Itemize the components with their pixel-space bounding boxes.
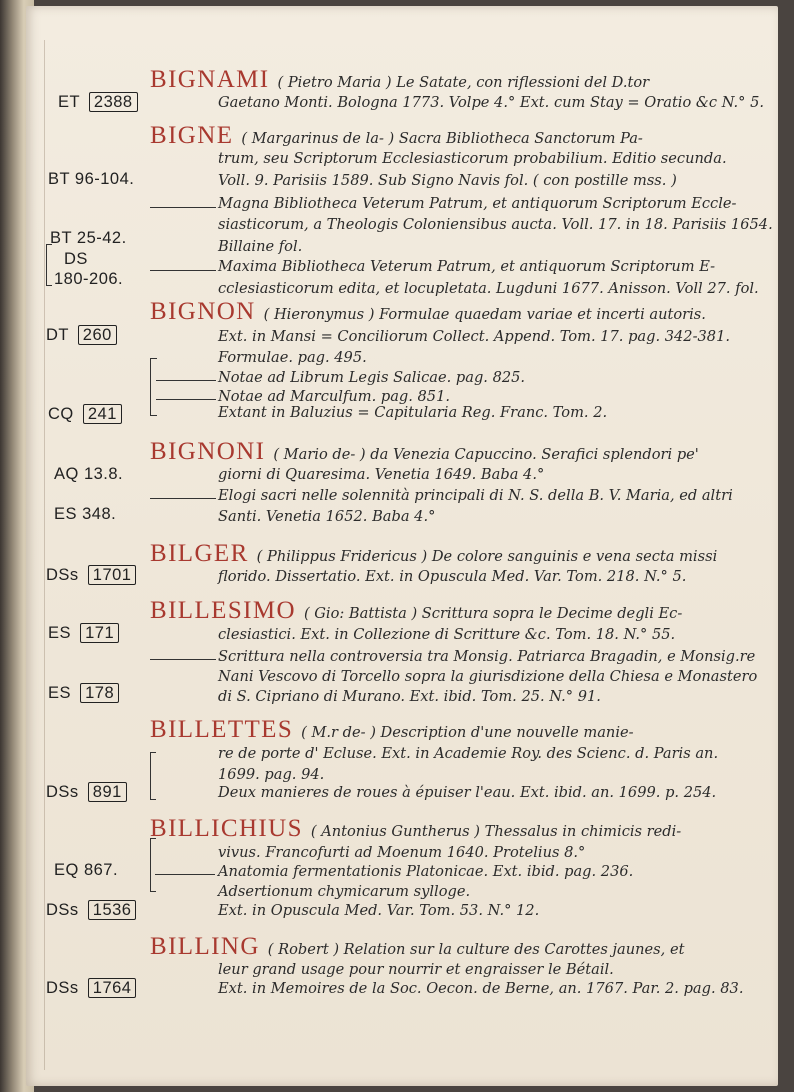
entry-name: BILLING [150, 933, 260, 960]
entry-name: BIGNONI [150, 438, 266, 465]
shelfmark: ES 178 [48, 684, 119, 703]
entry-line: Extant in Baluzius = Capitularia Reg. Franc. Tom. 2. [218, 404, 608, 421]
ditto-rule [155, 874, 215, 875]
entry-head-text: ( M.r de- ) Description d'une nouvelle manie- [301, 724, 634, 741]
entry-heading [150, 933, 684, 959]
shelfmark: EQ 867. [54, 861, 119, 879]
entry-head-text: ( Philippus Fridericus ) De colore sanguinis e vena secta missi [256, 548, 718, 565]
entry-line: Gaetano Monti. Bologna 1773. Volpe 4.° Ext. cum Stay = Oratio &c N.° 5. [218, 94, 765, 111]
entry-line: vivus. Francofurti ad Moenum 1640. Protelius 8.° [218, 844, 586, 861]
citation-brace [150, 838, 156, 892]
entry-line: Ext. in Mansi = Conciliorum Collect. Append. Tom. 17. pag. 342-381. [218, 328, 731, 345]
entry-name: BIGNON [150, 298, 256, 325]
entry-line: Scrittura nella controversia tra Monsig. Patriarca Bragadin, e Monsig.re [218, 648, 756, 665]
entry-line: re de porte d' Ecluse. Ext. in Academie Roy. des Scienc. d. Paris an. [218, 745, 719, 762]
entry-line: siasticorum, a Theologis Coloniensibus aucta. Voll. 17. in 18. Parisiis 1654. [218, 216, 773, 233]
shelfmark: BT 25-42. [50, 229, 127, 247]
entry-line: trum, seu Scriptorum Ecclesiasticorum probabilium. Editio secunda. [218, 150, 727, 167]
shelfmark: ES 171 [48, 624, 119, 643]
entry-line: 1699. pag. 94. [218, 766, 325, 783]
entry-line: di S. Cipriano di Murano. Ext. ibid. Tom. 25. N.° 91. [218, 688, 601, 705]
entry-head-text: ( Mario de- ) da Venezia Capuccino. Serafici splendori pe' [273, 446, 699, 463]
shelfmark: DSs 1764 [46, 979, 136, 998]
entry-line: Notae ad Librum Legis Salicae. pag. 825. [218, 369, 526, 386]
ditto-rule [150, 207, 216, 208]
entry-line: Formulae. pag. 495. [218, 349, 367, 366]
entry-heading [150, 815, 681, 841]
ditto-rule [150, 270, 216, 271]
entry-head-text: ( Antonius Guntherus ) Thessalus in chimicis redi- [310, 823, 682, 840]
shelfmark: ES 348. [54, 505, 117, 523]
entry-name: BIGNAMI [150, 66, 270, 93]
citation-brace [150, 358, 157, 416]
entry-line: Maxima Bibliotheca Veterum Patrum, et antiquorum Scriptorum E- [218, 258, 716, 275]
shelfmark: 180-206. [54, 270, 124, 288]
entry-line: florido. Dissertatio. Ext. in Opuscula Med. Var. Tom. 218. N.° 5. [218, 568, 687, 585]
entry-line: Ext. in Memoires de la Soc. Oecon. de Berne, an. 1767. Par. 2. pag. 83. [218, 980, 744, 997]
entry-heading [150, 597, 682, 623]
entry-name: BILLETTES [150, 716, 294, 743]
shelfmark: CQ 241 [48, 405, 122, 424]
entry-head-text: ( Hieronymus ) Formulae quaedam variae et incerti autoris. [263, 306, 706, 323]
entry-line: Anatomia fermentationis Platonicae. Ext. ibid. pag. 236. [218, 863, 634, 880]
shelfmark: AQ 13.8. [54, 465, 124, 483]
entry-line: leur grand usage pour nourrir et engraisser le Bétail. [218, 961, 614, 978]
shelfmark: DSs 1536 [46, 901, 136, 920]
entry-heading [150, 298, 706, 324]
entry-line: giorni di Quaresima. Venetia 1649. Baba 4.° [218, 466, 545, 483]
entry-name: BILLICHIUS [150, 815, 303, 842]
entry-heading [150, 716, 634, 742]
shelfmark: BT 96-104. [48, 170, 135, 188]
ditto-rule [156, 380, 216, 381]
entry-line: Deux manieres de roues à épuiser l'eau. Ext. ibid. an. 1699. p. 254. [218, 784, 717, 801]
entry-line: Adsertionum chymicarum sylloge. [218, 883, 471, 900]
shelfmark: DT 260 [46, 326, 117, 345]
entry-head-text: ( Margarinus de la- ) Sacra Bibliotheca Sanctorum Pa- [241, 130, 643, 147]
shelfmark: DS [64, 250, 88, 268]
entry-head-text: ( Gio: Battista ) Scrittura sopra le Decime degli Ec- [303, 605, 683, 622]
entry-head-text: ( Robert ) Relation sur la culture des Carottes jaunes, et [267, 941, 685, 958]
entry-heading [150, 122, 643, 148]
ditto-rule [150, 498, 216, 499]
entry-heading [150, 540, 717, 566]
entry-line: Elogi sacri nelle solennità principali di N. S. della B. V. Maria, ed altri [218, 487, 733, 504]
shelfmark-brace [46, 244, 52, 286]
entry-line: Santi. Venetia 1652. Baba 4.° [218, 508, 436, 525]
entry-line: cclesiasticorum edita, et locupletata. Lugduni 1677. Anisson. Voll 27. fol. [218, 280, 759, 297]
citation-brace [150, 752, 156, 800]
entry-name: BILLESIMO [150, 597, 296, 624]
shelfmark: ET 2388 [58, 93, 138, 112]
entry-line: clesiastici. Ext. in Collezione di Scritture &c. Tom. 18. N.° 55. [218, 626, 676, 643]
entry-heading [150, 438, 699, 464]
entry-line: Voll. 9. Parisiis 1589. Sub Signo Navis fol. ( con postille mss. ) [218, 172, 677, 189]
entry-line: Nani Vescovo di Torcello sopra la giurisdizione della Chiesa e Monastero [218, 668, 758, 685]
shelfmark: DSs 891 [46, 783, 127, 802]
entry-name: BILGER [150, 540, 249, 567]
entry-line: Magna Bibliotheca Veterum Patrum, et antiquorum Scriptorum Eccle- [218, 195, 737, 212]
entry-line: Ext. in Opuscula Med. Var. Tom. 53. N.° 12. [218, 902, 540, 919]
ditto-rule [150, 659, 216, 660]
page-margin-rule [44, 40, 45, 1070]
shelfmark: DSs 1701 [46, 566, 136, 585]
entry-line: Billaine fol. [218, 238, 303, 255]
entry-heading [150, 66, 649, 92]
ditto-rule [156, 399, 216, 400]
entry-name: BIGNE [150, 122, 234, 149]
entry-line: Notae ad Marculfum. pag. 851. [218, 388, 451, 405]
entry-head-text: ( Pietro Maria ) Le Satate, con riflessioni del D.tor [277, 74, 650, 91]
